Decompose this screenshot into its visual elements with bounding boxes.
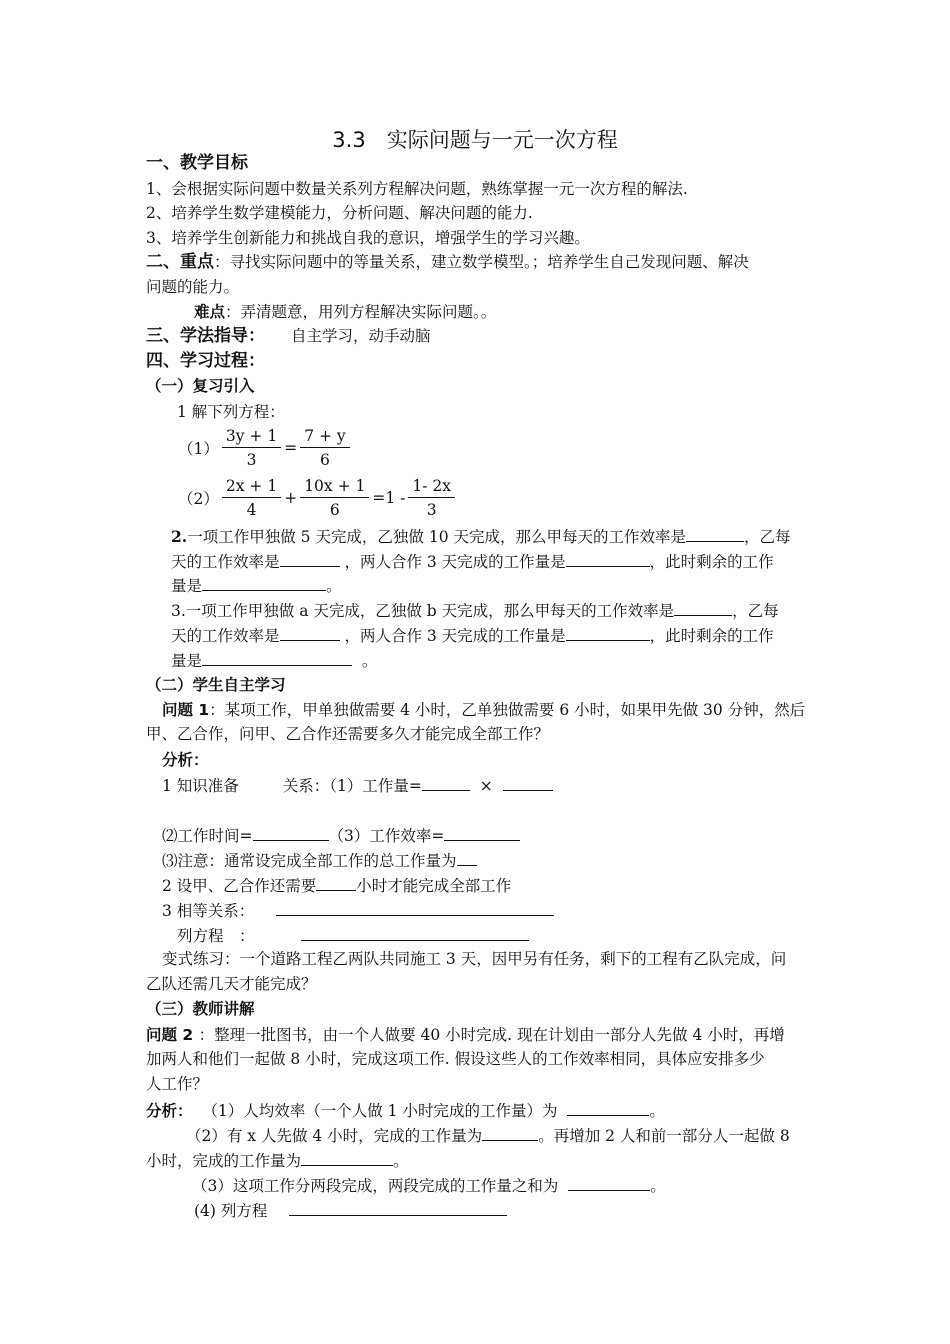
answer-blank[interactable] <box>316 875 356 891</box>
knowledge-text: 关系：（1）工作量= <box>282 777 422 795</box>
answer-blank[interactable] <box>566 551 650 567</box>
analysis-line-3 <box>146 1150 409 1171</box>
key-points-line <box>146 252 749 272</box>
numerator: 10x + 1 <box>300 476 369 498</box>
objective-item: 2、培养学生数学建模能力，分析问题、解决问题的能力. <box>146 204 533 222</box>
review-q2-line3 <box>171 575 342 596</box>
analysis-label: 分析： <box>146 1102 193 1120</box>
operator: + <box>284 489 298 507</box>
numerator: 2x + 1 <box>222 476 281 498</box>
review-q3-line1 <box>171 600 779 621</box>
answer-blank[interactable] <box>202 575 326 591</box>
question-text: ，此时剩余的工作 <box>649 553 774 571</box>
analysis-line-2 <box>186 1125 790 1146</box>
fraction <box>300 426 349 470</box>
analysis-label: 分析： <box>162 751 209 769</box>
problem-2-line2: 加两人和他们一起做 8 小时，完成这项工作. 假设这些人的工作效率相同，具体应安排多少 <box>146 1050 765 1068</box>
knowledge-text: 列方程 ： <box>177 927 255 945</box>
knowledge-text: 小时才能完成全部工作 <box>356 877 512 895</box>
review-q2-line1 <box>171 526 791 547</box>
analysis-text: 小时，完成的工作量为 <box>146 1152 302 1170</box>
answer-blank[interactable] <box>568 1175 650 1191</box>
question-number: 2. <box>171 527 188 546</box>
answer-blank[interactable] <box>444 825 520 841</box>
answer-blank[interactable] <box>566 625 650 641</box>
problem-text: ：某项工作，甲单独做需要 4 小时，乙单独做需要 6 小时，如果甲先做 30 分钟，然后 <box>209 701 806 719</box>
problem-text: ：整理一批图书，由一个人做要 40 小时完成. 现在计划由一部分人先做 4 小时，再增 <box>198 1026 785 1044</box>
answer-blank[interactable] <box>301 1150 393 1166</box>
review-q3-line2 <box>171 625 774 646</box>
review-q1: 1 解下列方程： <box>177 403 285 421</box>
answer-blank[interactable] <box>253 825 329 841</box>
subheading-self-study: （二）学生自主学习 <box>146 676 286 694</box>
review-q3-line3 <box>171 650 377 671</box>
problem-2-line3: 人工作？ <box>146 1075 209 1093</box>
problem-1-line1 <box>162 700 805 720</box>
answer-blank[interactable] <box>674 600 732 616</box>
denominator: 6 <box>320 451 330 469</box>
difficulty-line <box>194 302 496 322</box>
question-text: 量是 <box>171 652 203 670</box>
question-text: ，两人合作 3 天完成的工作量是 <box>344 627 566 645</box>
denominator: 6 <box>329 501 340 519</box>
numerator: 7 + y <box>300 426 349 448</box>
key-points-text-cont: 问题的能力。 <box>146 278 240 296</box>
problem-label: 问题 2 <box>146 1026 199 1044</box>
analysis-text: 。 <box>650 1177 666 1195</box>
section-heading-method: 三、学法指导： <box>146 326 265 346</box>
denominator: 4 <box>246 501 257 519</box>
analysis-text: 。 <box>393 1152 409 1170</box>
analysis-line-1 <box>146 1100 665 1121</box>
analysis-text: 。再增加 2 人和前一部分人一起做 8 <box>538 1127 790 1145</box>
fraction <box>408 476 455 520</box>
answer-blank[interactable] <box>686 526 744 542</box>
problem-label: 问题 1 <box>162 701 210 719</box>
answer-blank[interactable] <box>301 925 529 941</box>
knowledge-line-3 <box>162 850 477 871</box>
question-text: 。 <box>326 577 342 595</box>
analysis-text: （2）有 x 人先做 4 小时，完成的工作量为 <box>186 1127 483 1145</box>
problem-1-line2: 甲、乙合作，问甲、乙合作还需要多久才能完成全部工作？ <box>146 725 550 743</box>
knowledge-line-5 <box>162 900 554 921</box>
question-text: ，乙每 <box>743 528 791 546</box>
key-points-text: ：寻找实际问题中的等量关系，建立数学模型。；培养学生自己发现问题、解决 <box>214 253 749 271</box>
difficulty-text: ：弄清题意，用列方程解决实际问题。。 <box>225 303 497 321</box>
answer-blank[interactable] <box>202 650 352 666</box>
method-text: 自主学习，动手动脑 <box>291 327 431 345</box>
difficulty-label: 难点 <box>194 303 226 321</box>
review-q2-line2 <box>171 551 774 572</box>
answer-blank[interactable] <box>482 1125 538 1141</box>
answer-blank[interactable] <box>422 775 470 791</box>
analysis-line-4 <box>192 1175 666 1196</box>
answer-blank[interactable] <box>289 1200 507 1216</box>
question-text: ，此时剩余的工作 <box>649 627 774 645</box>
question-text: ，两人合作 3 天完成的工作量是 <box>344 553 566 571</box>
subheading-teacher: （三）教师讲解 <box>146 1000 255 1018</box>
knowledge-line-1 <box>162 775 553 796</box>
analysis-text: （1）人均效率（一个人做 1 小时完成的工作量）为 <box>202 1102 558 1120</box>
question-text: 天的工作效率是 <box>171 627 280 645</box>
knowledge-text: 2 设甲、乙合作还需要 <box>162 877 317 895</box>
knowledge-line-4 <box>162 875 511 896</box>
equation-1 <box>177 426 352 470</box>
question-text: ，乙每 <box>732 602 779 620</box>
variant-exercise-line2: 乙队还需几天才能完成？ <box>146 975 317 993</box>
denominator: 3 <box>246 451 257 469</box>
analysis-text: 。 <box>649 1102 665 1120</box>
section-heading-objectives: 一、教学目标 <box>146 153 248 173</box>
knowledge-line-2 <box>162 825 520 846</box>
knowledge-text: 3 相等关系： <box>162 902 255 920</box>
operator: = <box>284 439 298 457</box>
times-sign: × <box>479 777 493 795</box>
section-heading-process: 四、学习过程： <box>146 351 265 371</box>
analysis-line-5 <box>194 1200 507 1221</box>
knowledge-text: 1 知识准备 <box>162 777 239 795</box>
knowledge-text: ⑵工作时间= <box>162 827 253 845</box>
variant-exercise-line1: 变式练习：一个道路工程乙两队共同施工 3 天，因甲另有任务，剩下的工程有乙队完成，问 <box>162 950 787 968</box>
knowledge-line-6 <box>177 925 529 946</box>
fraction <box>300 476 369 520</box>
operator: =1 - <box>372 489 406 507</box>
numerator: 3y + 1 <box>222 426 281 448</box>
answer-blank[interactable] <box>280 551 340 567</box>
answer-blank[interactable] <box>280 625 340 641</box>
objective-item: 3、培养学生创新能力和挑战自我的意识，增强学生的学习兴趣。 <box>146 229 590 247</box>
denominator: 3 <box>426 501 437 519</box>
page-title: 3.3 实际问题与一元一次方程 <box>332 128 618 152</box>
answer-blank[interactable] <box>567 1100 649 1116</box>
answer-blank[interactable] <box>276 900 554 916</box>
question-text: 量是 <box>171 577 203 595</box>
equation-2 <box>177 476 457 520</box>
method-line <box>146 326 431 346</box>
analysis-text: (4) 列方程 <box>194 1202 268 1220</box>
problem-2-line1 <box>146 1025 785 1045</box>
objective-item: 1、会根据实际问题中数量关系列方程解决问题，熟练掌握一元一次方程的解法. <box>146 180 688 198</box>
equation-label: （1） <box>178 440 219 458</box>
knowledge-text: （3）工作效率= <box>328 827 445 845</box>
fraction <box>222 476 281 520</box>
analysis-text: （3）这项工作分两段完成，两段完成的工作量之和为 <box>192 1177 559 1195</box>
question-text: 。 <box>361 652 378 670</box>
equation-label: （2） <box>178 490 219 508</box>
section-heading-key-points: 二、重点 <box>146 252 214 272</box>
fraction <box>222 426 281 470</box>
answer-blank[interactable] <box>503 775 553 791</box>
question-text: 天的工作效率是 <box>171 553 280 571</box>
subheading-review: （一）复习引入 <box>146 377 255 395</box>
question-text: 3.一项工作甲独做 a 天完成，乙独做 b 天完成，那么甲每天的工作效率是 <box>171 602 675 620</box>
numerator: 1- 2x <box>408 476 455 498</box>
answer-blank[interactable] <box>457 850 477 866</box>
question-text: 一项工作甲独做 5 天完成，乙独做 10 天完成，那么甲每天的工作效率是 <box>187 528 686 546</box>
knowledge-text: ⑶注意：通常设完成全部工作的总工作量为 <box>162 852 457 870</box>
